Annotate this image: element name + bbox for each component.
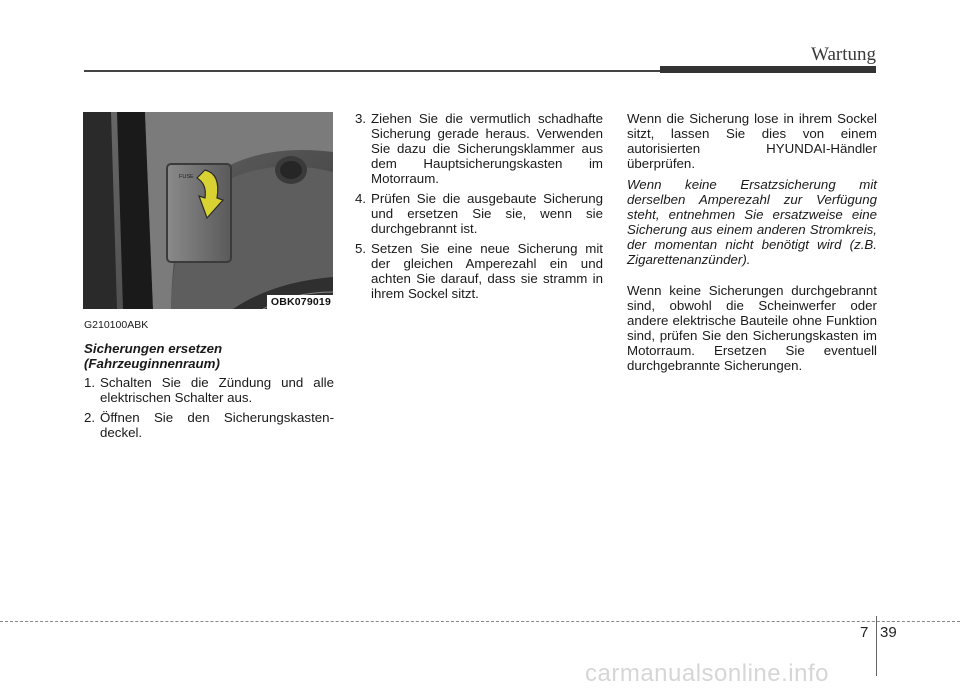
paragraph-loose-fuse: Wenn die Sicherung lose in ihrem Sockel sitzt, lassen Sie dies von einem autorisierten HYUNDAI-Händler überprüfen. (627, 111, 877, 171)
step-text: Schalten Sie die Zündung und alle elektrischen Schalter aus. (100, 375, 334, 405)
middle-column (355, 111, 603, 306)
step-number: 1. (84, 375, 96, 390)
page-number-divider (876, 616, 877, 676)
step-text: Setzen Sie eine neue Sicherung mit der gleichen Amperezahl ein und achten Sie darauf, dass sie stramm in ihrem Sockel sitzt. (371, 241, 603, 301)
footer-dashed-line (0, 621, 960, 622)
fuse-label: FUSE (179, 174, 194, 180)
heading-line-1: Sicherungen ersetzen (84, 341, 223, 356)
right-column (627, 111, 877, 379)
photo-code: OBK079019 (267, 295, 333, 309)
fuse-box-photo (83, 112, 333, 309)
section-heading (84, 341, 334, 371)
steps-list-left (84, 375, 334, 440)
paragraph-engine-fusebox: Wenn keine Sicherungen durchgebrannt sind, obwohl die Scheinwerfer oder andere elektrische Bauteile ohne Funktion sind, prüfen Sie den Sicherungskasten im Motorraum. Ersetzen Sie eventuell durchgebrannte Sicherungen. (627, 283, 877, 373)
heading-line-2: (Fahrzeuginnenraum) (84, 356, 220, 371)
step-item (355, 191, 603, 236)
section-title: Wartung (811, 44, 876, 65)
step-text: Öffnen Sie den Sicherungskasten-deckel. (100, 410, 334, 440)
header-rule-thick (660, 66, 876, 73)
step-item (84, 410, 334, 440)
watermark: carmanualsonline.info (585, 660, 829, 687)
chapter-number: 7 (860, 624, 869, 641)
header-rule-thin (84, 70, 660, 72)
step-item (84, 375, 334, 405)
step-number: 4. (355, 191, 367, 206)
step-text: Prüfen Sie die ausgebaute Sicherung und ersetzen Sie sie, wenn sie durchgebrannt ist. (371, 191, 603, 236)
step-text: Ziehen Sie die vermutlich schadhafte Sicherung gerade heraus. Verwenden Sie dazu die Sicherungsklammer aus dem Hauptsicherungskasten im Motorraum. (371, 111, 603, 186)
steps-list-middle (355, 111, 603, 301)
note-spare-fuse: Wenn keine Ersatzsicherung mit derselben Amperezahl zur Verfügung steht, entnehmen Sie ersatzweise eine Sicherung aus einem anderen Stromkreis, der momentan nicht benötigt wird (z.B. Zigarettenanzünder). (627, 177, 877, 267)
step-item (355, 241, 603, 301)
left-column (84, 318, 334, 445)
step-number: 3. (355, 111, 367, 126)
page-number: 39 (880, 624, 897, 641)
step-number: 5. (355, 241, 367, 256)
step-number: 2. (84, 410, 96, 425)
section-code: G210100ABK (84, 319, 149, 331)
step-item (355, 111, 603, 186)
